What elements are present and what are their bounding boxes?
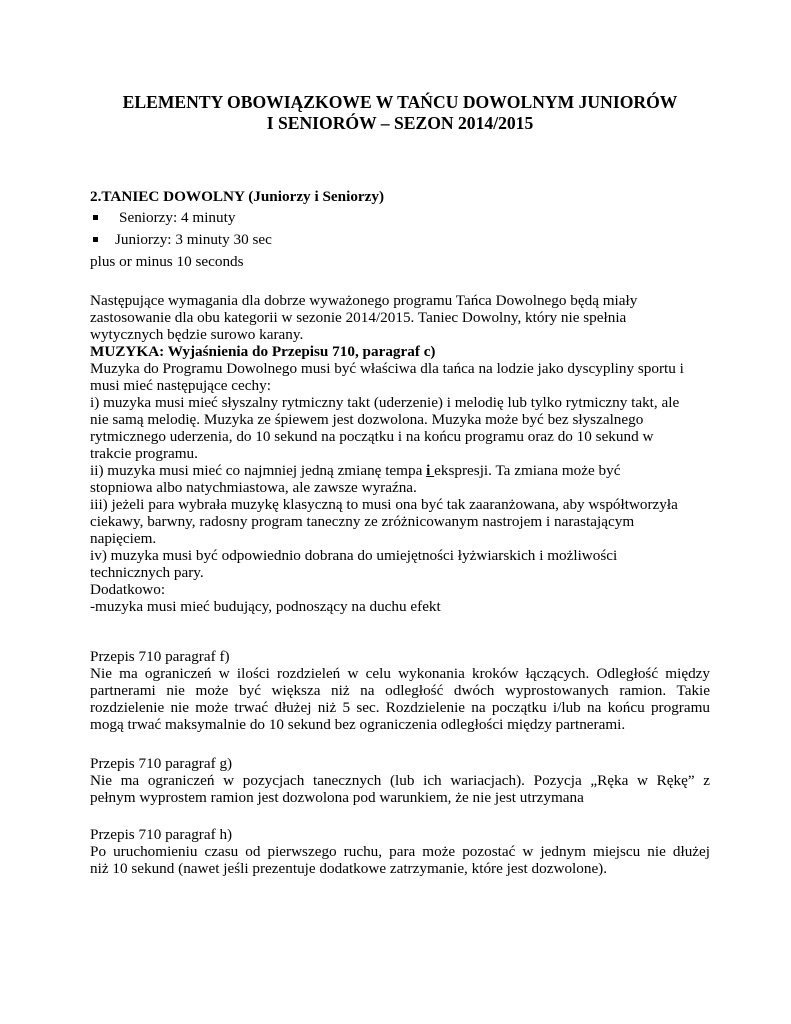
rule-h-paragraph xyxy=(90,843,710,877)
text-line: partnerami nie może być większa niż na odległość dwóch wyprostowanych ramion. Takie xyxy=(90,682,710,699)
text-line: zastosowanie dla obu kategorii w sezonie 2014/2015. Taniec Dowolny, który nie spełnia xyxy=(90,309,627,326)
text-line: wytycznych będzie surowo karany. xyxy=(90,326,304,343)
rule-g-paragraph xyxy=(90,772,710,806)
text-line: technicznych pary. xyxy=(90,564,204,581)
square-bullet-icon xyxy=(93,237,98,242)
text-line: musi mieć następujące cechy: xyxy=(90,377,271,394)
rule-f-paragraph xyxy=(90,665,710,733)
title-line-2: I SENIORÓW – SEZON 2014/2015 xyxy=(266,113,534,133)
text-line: Następujące wymagania dla dobrze wyważonego programu Tańca Dowolnego będą miały xyxy=(90,292,638,309)
section-free-dance xyxy=(90,187,710,273)
emphasis-text: i xyxy=(426,462,435,479)
text-line: -muzyka musi mieć budujący, podnoszący na duchu efekt xyxy=(90,598,441,615)
text-line: trakcie programu. xyxy=(90,445,198,462)
duration-tolerance: plus or minus 10 seconds xyxy=(90,253,244,270)
text-line: mogą trwać maksymalnie do 10 sekund bez ograniczenia odległości między partnerami. xyxy=(90,716,626,733)
text-line: Po uruchomieniu czasu od pierwszego ruchu, para może pozostać w jednym miejscu nie dłużej xyxy=(90,843,710,860)
text-line: Dodatkowo: xyxy=(90,581,166,598)
text-line: stopniowa albo natychmiastowa, ale zawsze wyraźna. xyxy=(90,479,417,496)
rule-g-heading: Przepis 710 paragraf g) xyxy=(90,755,233,772)
text-line: iv) muzyka musi być odpowiednio dobrana do umiejętności łyżwiarskich i możliwości xyxy=(90,547,618,564)
music-section xyxy=(90,343,710,615)
rule-h-heading: Przepis 710 paragraf h) xyxy=(90,826,233,843)
document-title xyxy=(90,92,710,134)
text-line: ciekawy, barwny, radosny program taneczny ze zróżnicowanym nastrojem i narastającym xyxy=(90,513,635,530)
square-bullet-icon xyxy=(93,215,98,220)
text-line: Nie ma ograniczeń w ilości rozdzieleń w celu wykonania kroków łączących. Odległość między xyxy=(90,665,710,682)
text-line: pełnym wyprostem ramion jest dozwolona pod warunkiem, że nie jest utrzymana xyxy=(90,789,584,806)
rule-f-heading: Przepis 710 paragraf f) xyxy=(90,648,230,665)
title-line-1: ELEMENTY OBOWIĄZKOWE W TAŃCU DOWOLNYM JUNIORÓW xyxy=(122,92,678,112)
section-heading: 2.TANIEC DOWOLNY (Juniorzy i Seniorzy) xyxy=(90,188,385,205)
text-line: nie samą melodię. Muzyka ze śpiewem jest dozwolona. Muzyka może być bez słyszalnego xyxy=(90,411,644,428)
intro-paragraph xyxy=(90,292,710,343)
list-item: Juniorzy: 3 minuty 30 sec xyxy=(90,229,710,251)
text-line: ii) muzyka musi mieć co najmniej jedną zmianę tempa i ekspresji. Ta zmiana może być xyxy=(90,462,621,479)
text-line: niż 10 sekund (nawet jeśli prezentuje dodatkowe zatrzymanie, które jest dozwolone). xyxy=(90,860,608,877)
text-line: iii) jeżeli para wybrała muzykę klasyczną to musi ona być tak zaaranżowana, aby współtworzyła xyxy=(90,496,678,513)
text-line: rozdzielenie nie może trwać dłużej niż 5 sec. Rozdzielenie na początku i/lub na końcu programu xyxy=(90,699,710,716)
list-item: Seniorzy: 4 minuty xyxy=(90,207,710,229)
text-line: Nie ma ograniczeń w pozycjach tanecznych (lub ich wariacjach). Pozycja „Ręka w Rękę” z xyxy=(90,772,710,789)
text-line: napięciem. xyxy=(90,530,157,547)
text-line: Muzyka do Programu Dowolnego musi być właściwa dla tańca na lodzie jako dyscypliny sportu i xyxy=(90,360,684,377)
text-line: rytmicznego uderzenia, do 10 sekund na początku i na końcu programu oraz do 10 sekund w xyxy=(90,428,654,445)
music-heading: MUZYKA: Wyjaśnienia do Przepisu 710, paragraf c) xyxy=(90,343,436,360)
text-line: i) muzyka musi mieć słyszalny rytmiczny takt (uderzenie) i melodię lub tylko rytmiczny takt, ale xyxy=(90,394,680,411)
